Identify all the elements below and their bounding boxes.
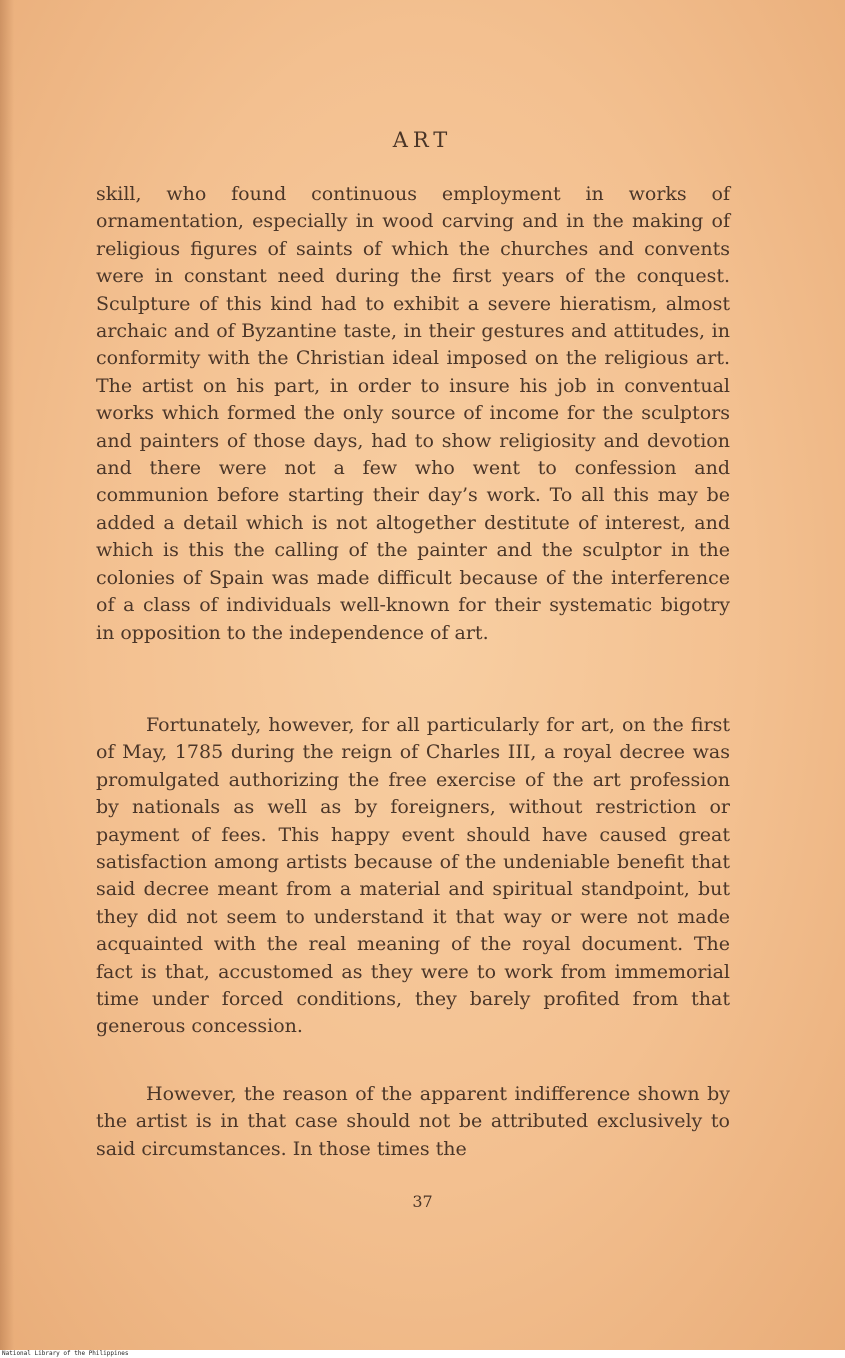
page-number: 37 [412, 1192, 433, 1211]
paragraph: However, the reason of the apparent indifference shown by the artist is in that case should not be attributed exclusively to said circumstances. In those times the [96, 1083, 730, 1160]
body-text-block-2 [96, 712, 730, 1041]
paragraph: Fortunately, however, for all particularly for art, on the first of May, 1785 during the reign of Charles III, a royal decree was promulgated authorizing the free exercise of the art profession by nationals as well as by foreigners, without restriction or payment of fees. This happy event should have caused great satisfaction among artists because of the undeniable benefit that said decree meant from a material and spiritual standpoint, but they did not seem to understand it that way or were not made acquainted with the real meaning of the royal document. The fact is that, accustomed as they were to work from immemorial time under forced conditions, they barely profited from that generous concession. [96, 714, 730, 1038]
paragraph-continued: skill, who found continuous employment in works of ornamentation, especially in wood carving and in the making of religious figures of saints of which the churches and convents were in constant need during the first years of the conquest. Sculpture of this kind had to exhibit a severe hieratism, almost archaic and of Byzantine taste, in their gestures and attitudes, in conformity with the Christian ideal imposed on the religious art. The artist on his part, in order to insure his job in conventual works which formed the only source of income for the sculptors and painters of those days, had to show religiosity and devotion and there were not a few who went to confession and communion before starting their day’s work. To all this may be added a detail which is not altogether destitute of interest, and which is this the calling of the painter and the sculptor in the colonies of Spain was made difficult because of the interference of a class of individuals well-known for their systematic bigotry in opposition to the independence of art. [96, 183, 730, 644]
body-text-block-1 [96, 181, 730, 647]
running-head: ART [392, 128, 453, 152]
page-spine-shadow [0, 0, 14, 1350]
library-credit: National Library of the Philippines [0, 1350, 845, 1358]
body-text-block-3 [96, 1081, 730, 1163]
